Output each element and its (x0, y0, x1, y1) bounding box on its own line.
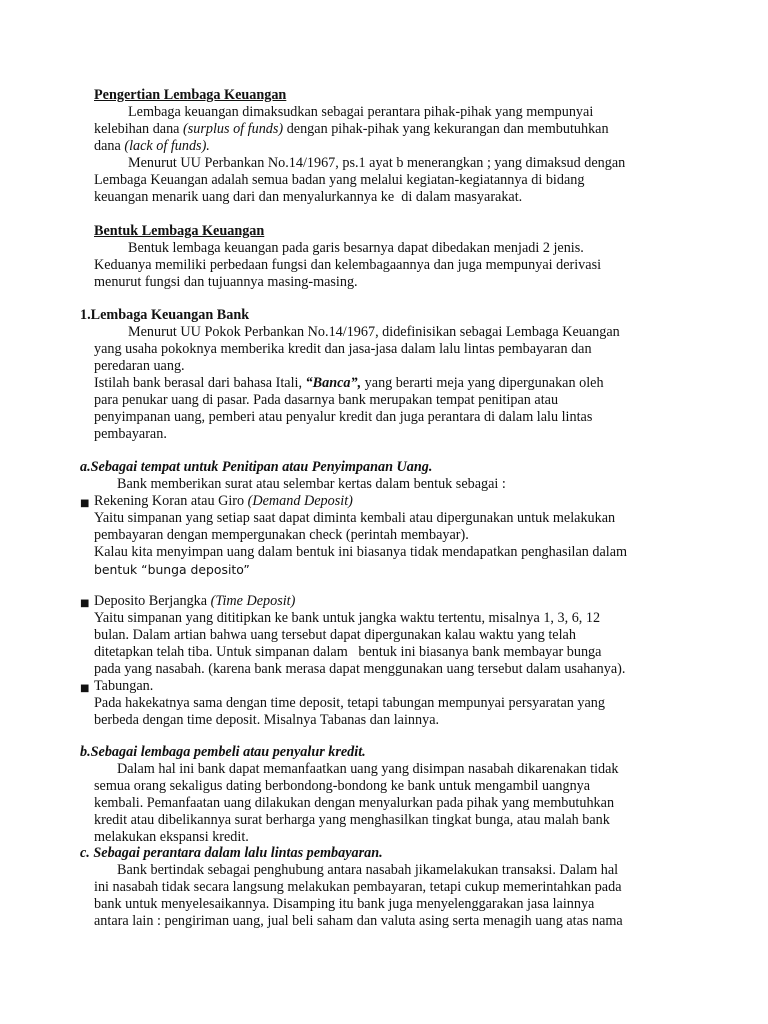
paragraph-line: Yaitu simpanan yang dititipkan ke bank untuk jangka waktu tertentu, misalnya 1, 3, 6, 12 (94, 610, 601, 626)
heading-b: b.Sebagai lembaga pembeli atau penyalur kredit. (80, 744, 366, 760)
paragraph-line: semua orang sekaligus dating berbondong-bondong ke bank untuk mengambil uangnya (94, 778, 591, 794)
paragraph-line: Bank memberikan surat atau selembar kertas dalam bentuk sebagai : (117, 476, 506, 492)
paragraph-line: yang usaha pokoknya memberika kredit dan jasa-jasa dalam lalu lintas pembayaran dan (94, 341, 592, 357)
heading-pengertian: Pengertian Lembaga Keuangan (94, 87, 287, 103)
paragraph-line: ditetapkan telah tiba. Untuk simpanan dalam bentuk ini biasanya bank membayar bunga (94, 644, 602, 660)
paragraph-line: Bank bertindak sebagai penghubung antara nasabah jikamelakukan transaksi. Dalam hal (117, 862, 619, 878)
list-item-title: Tabungan. (94, 678, 154, 694)
paragraph-line: para penukar uang di pasar. Pada dasarnya bank merupakan tempat penitipan atau (94, 392, 559, 408)
paragraph-line: melakukan ekspansi kredit. (94, 829, 249, 845)
bullet-icon: ■ (80, 498, 90, 509)
paragraph-line: bentuk “bunga deposito” (94, 562, 250, 577)
heading-bank: 1.Lembaga Keuangan Bank (80, 307, 250, 323)
heading-bentuk: Bentuk Lembaga Keuangan (94, 223, 265, 239)
heading-c: c. Sebagai perantara dalam lalu lintas pembayaran. (80, 845, 383, 861)
paragraph-line: antara lain : pengiriman uang, jual beli saham dan valuta asing serta menagih uang atas nama (94, 913, 623, 929)
paragraph-line: Lembaga keuangan dimaksudkan sebagai perantara pihak-pihak yang mempunyai (128, 104, 594, 120)
bullet-icon: ■ (80, 598, 90, 609)
paragraph-line: Keduanya memiliki perbedaan fungsi dan kelembagaannya dan juga mempunyai derivasi (94, 257, 602, 273)
paragraph-line: keuangan menarik uang dari dan menyalurkannya ke di dalam masyarakat. (94, 189, 523, 205)
heading-a: a.Sebagai tempat untuk Penitipan atau Penyimpanan Uang. (80, 459, 433, 475)
paragraph-line: Yaitu simpanan yang setiap saat dapat diminta kembali atau dipergunakan untuk melakukan (94, 510, 616, 526)
paragraph-line: Menurut UU Pokok Perbankan No.14/1967, didefinisikan sebagai Lembaga Keuangan (128, 324, 620, 340)
paragraph-line: Kalau kita menyimpan uang dalam bentuk ini biasanya tidak mendapatkan penghasilan dalam (94, 544, 628, 560)
paragraph-line: berbeda dengan time deposit. Misalnya Tabanas dan lainnya. (94, 712, 440, 728)
paragraph-line: kredit atau dibelikannya surat berharga yang menghasilkan tingkat bunga, atau malah bank (94, 812, 610, 828)
paragraph-line: kembali. Pemanfaatan uang dilakukan dengan menyalurkan pada pihak yang membutuhkan (94, 795, 615, 811)
paragraph-line: pada yang nasabah. (karena bank merasa dapat menggunakan uang tersebut dalam usahanya). (94, 661, 626, 677)
paragraph-line: Istilah bank berasal dari bahasa Itali, “Banca”, yang berarti meja yang dipergunakan oleh (94, 375, 604, 391)
bullet-icon: ■ (80, 683, 90, 694)
paragraph-line: pembayaran. (94, 426, 167, 442)
paragraph-line: kelebihan dana (surplus of funds) dengan pihak-pihak yang kekurangan dan membutuhkan (94, 121, 609, 137)
paragraph-line: Lembaga Keuangan adalah semua badan yang melalui kegiatan-kegiatannya di bidang (94, 172, 585, 188)
list-item-title: Deposito Berjangka (Time Deposit) (94, 593, 296, 609)
paragraph-line: Pada hakekatnya sama dengan time deposit, tetapi tabungan mempunyai persyaratan yang (94, 695, 605, 711)
paragraph-line: Dalam hal ini bank dapat memanfaatkan uang yang disimpan nasabah dikarenakan tidak (117, 761, 619, 777)
paragraph-line: Bentuk lembaga keuangan pada garis besarnya dapat dibedakan menjadi 2 jenis. (128, 240, 584, 256)
paragraph-line: peredaran uang. (94, 358, 185, 374)
paragraph-line: pembayaran dengan mempergunakan check (perintah membayar). (94, 527, 469, 543)
list-item-title: Rekening Koran atau Giro (Demand Deposit) (94, 493, 353, 509)
paragraph-line: bulan. Dalam artian bahwa uang tersebut dapat dipergunakan kalau waktu yang telah (94, 627, 576, 643)
paragraph-line: Menurut UU Perbankan No.14/1967, ps.1 ayat b menerangkan ; yang dimaksud dengan (128, 155, 626, 171)
paragraph-line: menurut fungsi dan tujuannya masing-masing. (94, 274, 358, 290)
paragraph-line: ini nasabah tidak secara langsung melakukan pembayaran, tetapi cukup memerintahkan pada (94, 879, 622, 895)
paragraph-line: dana (lack of funds). (94, 138, 210, 154)
paragraph-line: penyimpanan uang, pemberi atau penyalur kredit dan juga perantara di dalam lalu lintas (94, 409, 593, 425)
paragraph-line: bank untuk menyelesaikannya. Disamping itu bank juga menyelenggarakan jasa lainnya (94, 896, 595, 912)
